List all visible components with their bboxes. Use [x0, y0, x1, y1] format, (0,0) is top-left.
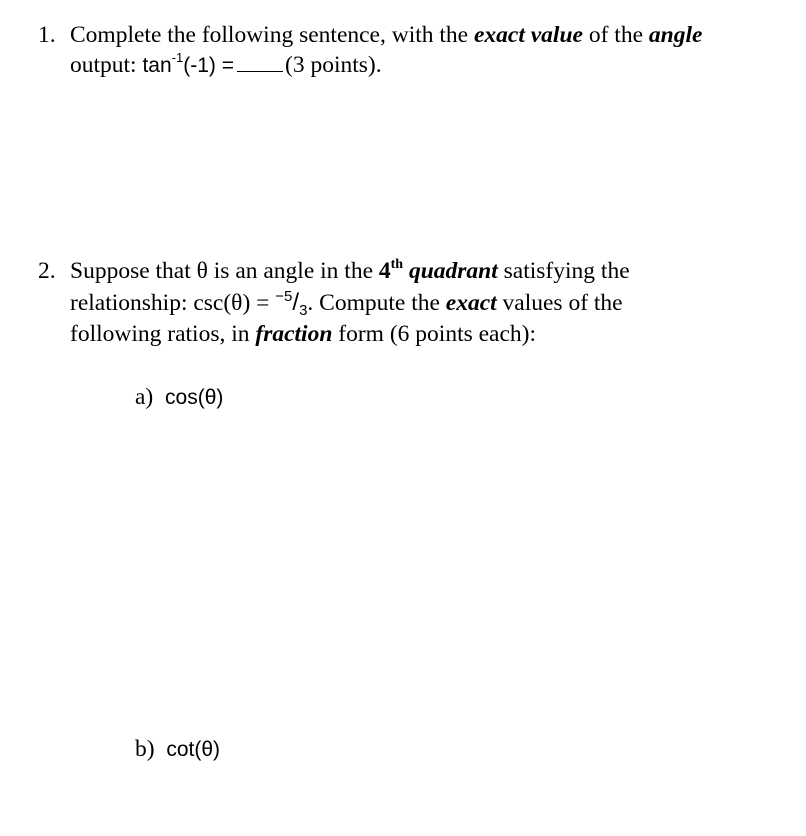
question-2-text-end: satisfying the	[497, 258, 630, 284]
part-a-expression: cos(θ)	[165, 386, 224, 409]
question-2-number: 2.	[38, 258, 56, 284]
question-2-line-1	[70, 257, 630, 284]
sentence-period: .	[307, 290, 314, 316]
question-2-line-2	[70, 288, 623, 319]
question-2-ratios-text: following ratios, in	[70, 321, 256, 347]
question-1-emphasis-angle: angle	[648, 22, 703, 48]
question-2-line-3	[70, 323, 536, 347]
part-b-expression: cot(θ)	[166, 738, 221, 761]
question-1-emphasis-exact-value: exact value	[473, 22, 583, 48]
question-2-text: Suppose that θ is an angle in the	[70, 258, 379, 284]
question-1-text-mid: of the	[582, 22, 649, 48]
csc-relationship: relationship: csc(θ) =	[70, 290, 276, 316]
question-1-line-1	[70, 24, 702, 48]
fraction-numerator: −5	[275, 288, 293, 305]
part-a	[135, 386, 223, 410]
ordinal-suffix: th	[390, 257, 404, 272]
arctan-argument: (-1) =	[183, 54, 234, 77]
question-2-compute-text: Compute the	[313, 290, 446, 316]
question-2-points: form (6 points each):	[332, 321, 537, 347]
question-2-emphasis-exact: exact	[445, 290, 497, 316]
fraction-slash: /	[292, 289, 300, 316]
answer-blank	[237, 70, 283, 72]
part-a-label: a)	[135, 384, 154, 410]
question-1-text: Complete the following sentence, with the	[70, 22, 474, 48]
question-2-emphasis-quadrant: quadrant	[403, 258, 498, 284]
question-2-text-values: values of the	[496, 290, 623, 316]
question-1-points: (3 points).	[285, 52, 382, 78]
question-2-emphasis-fraction: fraction	[255, 321, 333, 347]
question-1-line-2	[70, 50, 382, 78]
quadrant-number: 4	[378, 258, 391, 284]
arctan-expression: tan	[142, 54, 172, 77]
part-b-label: b)	[135, 736, 155, 762]
question-1-number: 1.	[38, 22, 56, 48]
inverse-superscript: -1	[171, 50, 184, 65]
question-1-output-label: output:	[70, 52, 143, 78]
part-b	[135, 738, 220, 762]
fraction-denominator: 3	[299, 302, 308, 319]
